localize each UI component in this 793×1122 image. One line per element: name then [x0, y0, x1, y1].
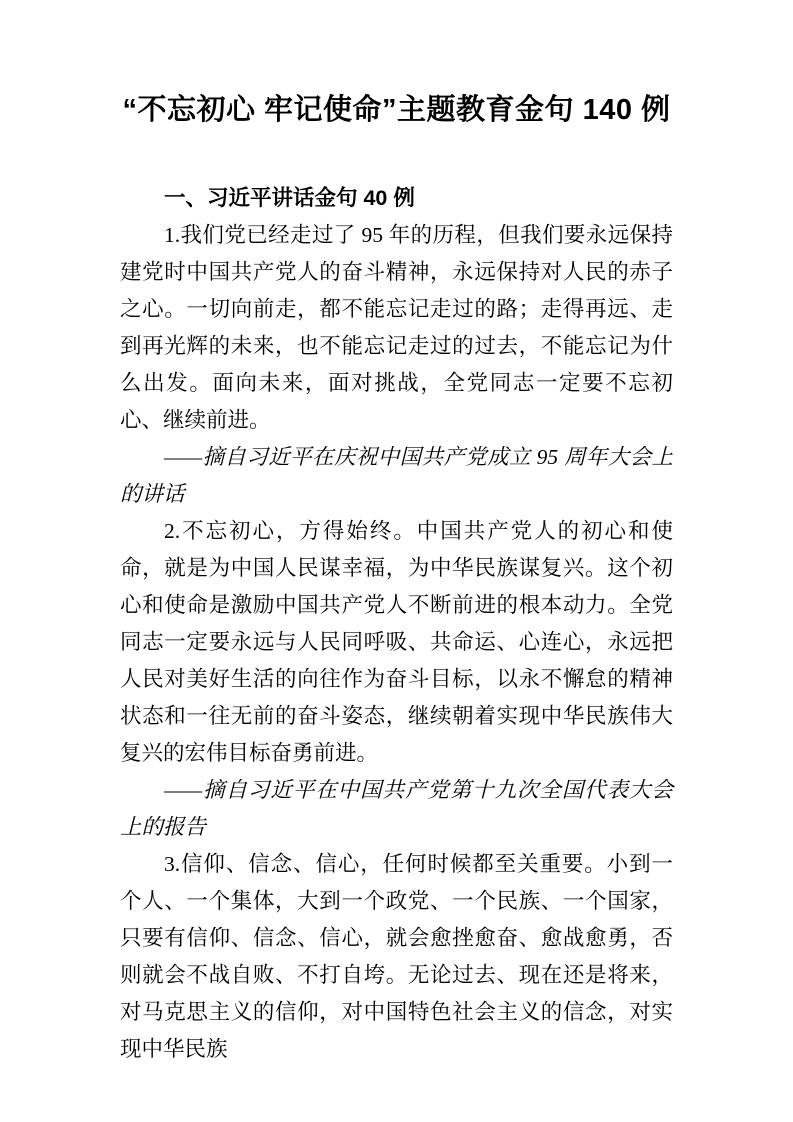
quote-paragraph-3: 3.信仰、信念、信心，任何时候都至关重要。小到一个人、一个集体，大到一个政党、一个民族、一个国家，只要有信仰、信念、信心，就会愈挫愈奋、愈战愈勇，否则就会不战自败、不打自垮。无论过去、现在还是将来，对马克思主义的信仰，对中国特色社会主义的信念，对实现中华民族 — [120, 852, 673, 1061]
section-heading: 一、习近平讲话金句 40 例 — [164, 186, 415, 210]
document-title: “不忘初心 牢记使命”主题教育金句 140 例 — [122, 94, 671, 126]
attribution-paragraph-1: ——摘自习近平在庆祝中国共产党成立 95 周年大会上的讲话 — [120, 445, 673, 506]
quote-paragraph-1: 1.我们党已经走过了 95 年的历程，但我们要永远保持建党时中国共产党人的奋斗精神，永远保持对人民的赤子之心。一切向前走，都不能忘记走过的路；走得再远、走到再光辉的未来，也不能忘记走过的过去，不能忘记为什么出发。面向未来，面对挑战，全党同志一定要不忘初心、继续前进。 — [120, 223, 673, 432]
attribution-paragraph-2: ——摘自习近平在中国共产党第十九次全国代表大会上的报告 — [120, 778, 673, 839]
quote-paragraph-2: 2.不忘初心，方得始终。中国共产党人的初心和使命，就是为中国人民谋幸福，为中华民族谋复兴。这个初心和使命是激励中国共产党人不断前进的根本动力。全党同志一定要永远与人民同呼吸、共命运、心连心，永远把人民对美好生活的向往作为奋斗目标，以永不懈怠的精神状态和一往无前的奋斗姿态，继续朝着实现中华民族伟大复兴的宏伟目标奋勇前进。 — [120, 519, 673, 765]
